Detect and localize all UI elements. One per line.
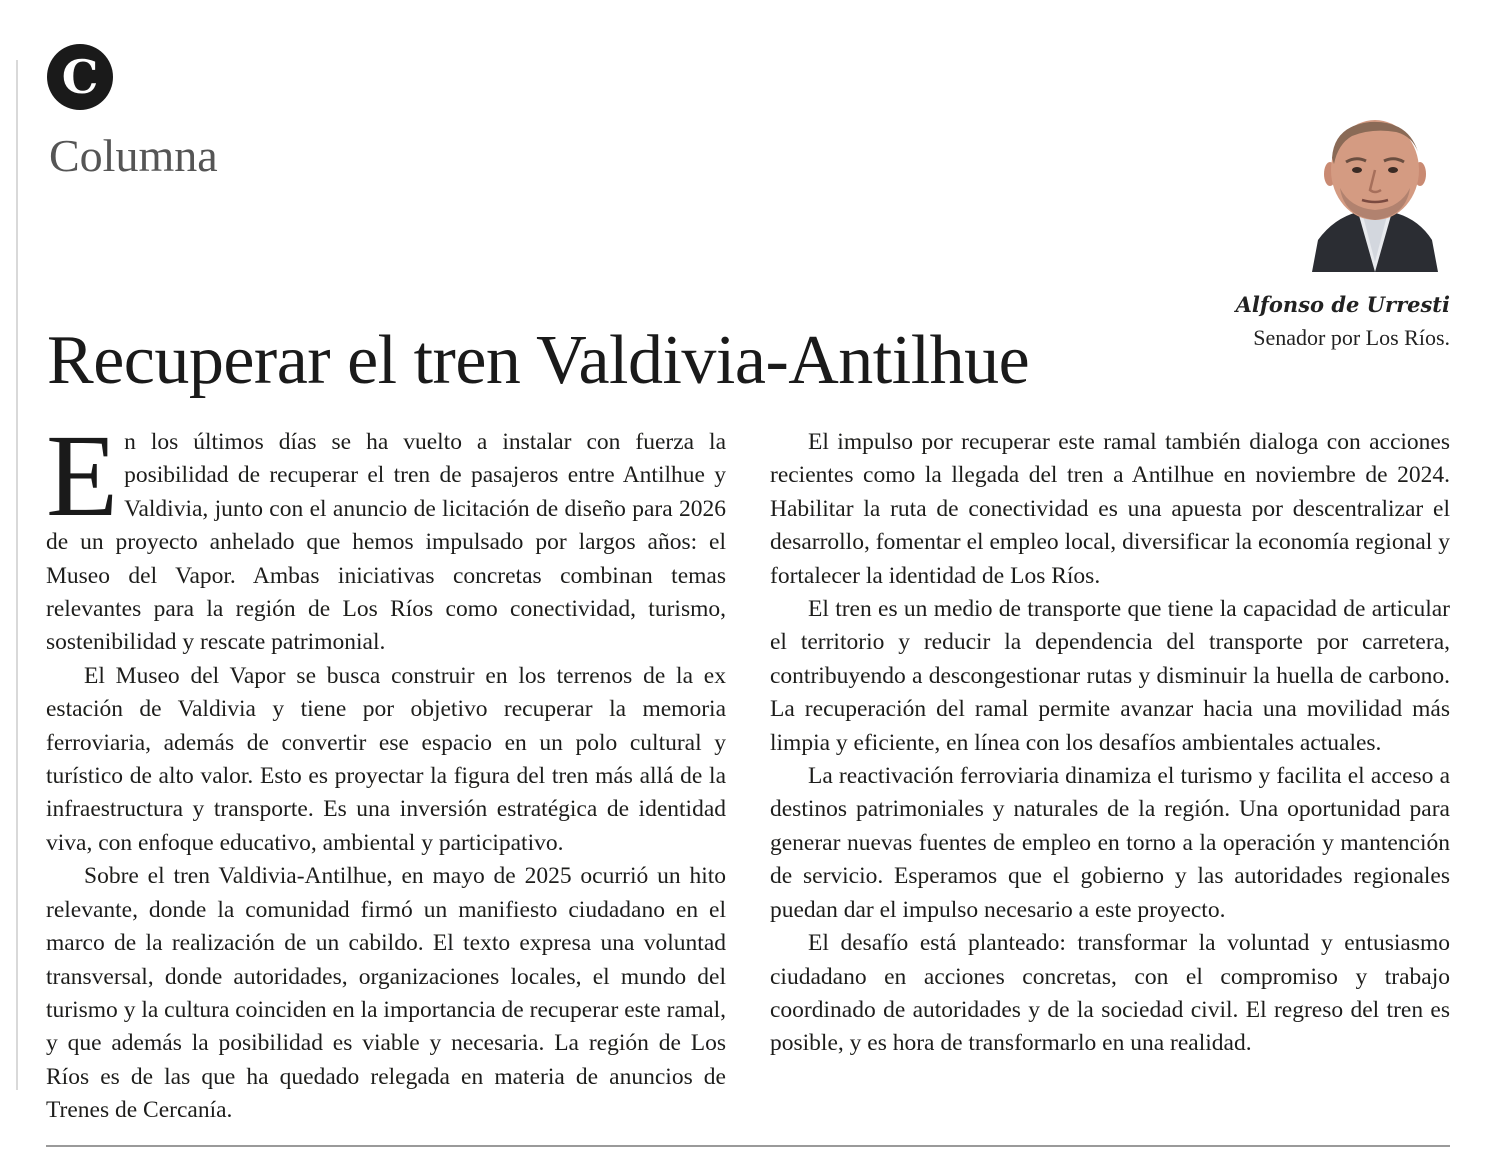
- bottom-rule: [46, 1145, 1450, 1147]
- article-column-right: [770, 426, 1450, 1126]
- article-paragraph: [46, 426, 726, 660]
- left-margin-rule: [16, 60, 18, 1090]
- article-headline: Recuperar el tren Valdivia-Antilhue: [47, 322, 1030, 399]
- article-paragraph: El desafío está planteado: transformar la voluntad y entusiasmo ciudadano en acciones concretas, con el compromiso y trabajo coordinado de autoridades y de la sociedad civil. El regreso del tren es posible, y es hora de transformarlo en una realidad.: [770, 930, 1450, 1057]
- author-portrait-icon: [1300, 112, 1450, 272]
- article-column-left: [46, 426, 726, 1126]
- article-paragraph: El tren es un medio de transporte que tiene la capacidad de articular el territorio y reducir la dependencia del transporte por carretera, contribuyendo a descongestionar rutas y disminuir la huella de carbono. La recuperación del ramal permite avanzar hacia una movilidad más limpia y eficiente, en línea con los desafíos ambientales actuales.: [770, 596, 1450, 756]
- author-role: Senador por Los Ríos.: [1253, 325, 1450, 350]
- article-paragraph: El impulso por recuperar este ramal también dialoga con acciones recientes como la llegada del tren a Antilhue en noviembre de 2024. Habilitar la ruta de conectividad es una apuesta por descentralizar el desarrollo, fomentar el empleo local, diversificar la economía regional y fortalecer la identidad de Los Ríos.: [770, 429, 1450, 589]
- article-paragraph: La reactivación ferroviaria dinamiza el turismo y facilita el acceso a destinos patrimoniales y naturales de la región. Una oportunidad para generar nuevas fuentes de empleo en torno a la operación y mantención de servicio. Esperamos que el gobierno y las autoridades regionales puedan dar el impulso necesario a este proyecto.: [770, 763, 1450, 923]
- paragraph-text: n los últimos días se ha vuelto a instalar con fuerza la posibilidad de recuperar el tren de pasajeros entre Antilhue y Valdivia, junto con el anuncio de licitación de diseño para 2026 de un proyecto anhelado que hemos impulsado por largos años: el Museo del Vapor. Ambas iniciativas concretas combinan temas relevantes para la región de Los Ríos como conectividad, turismo, sostenibilidad y rescate patrimonial.: [46, 429, 726, 656]
- drop-cap: E: [46, 426, 119, 541]
- section-badge: C: [47, 44, 113, 110]
- section-title: Columna: [49, 130, 218, 181]
- author-name: Alfonso de Urresti: [1235, 292, 1450, 317]
- article-paragraph: El Museo del Vapor se busca construir en los terrenos de la ex estación de Valdivia y tiene por objetivo recuperar la memoria ferroviaria, además de convertir ese espacio en un polo cultural y turístico de alto valor. Esto es proyectar la figura del tren más allá de la infraestructura y transporte. Es una inversión estratégica de identidad viva, con enfoque educativo, ambiental y participativo.: [46, 662, 726, 856]
- article-paragraph: Sobre el tren Valdivia-Antilhue, en mayo de 2025 ocurrió un hito relevante, donde la comunidad firmó un manifiesto ciudadano en el marco de la realización de un cabildo. El texto expresa una voluntad transversal, donde autoridades, organizaciones locales, el mundo del turismo y la cultura coinciden en la importancia de recuperar este ramal, y que además la posibilidad es viable y necesaria. La región de Los Ríos es de las que ha quedado relegada en materia de anuncios de Trenes de Cercanía.: [46, 863, 726, 1124]
